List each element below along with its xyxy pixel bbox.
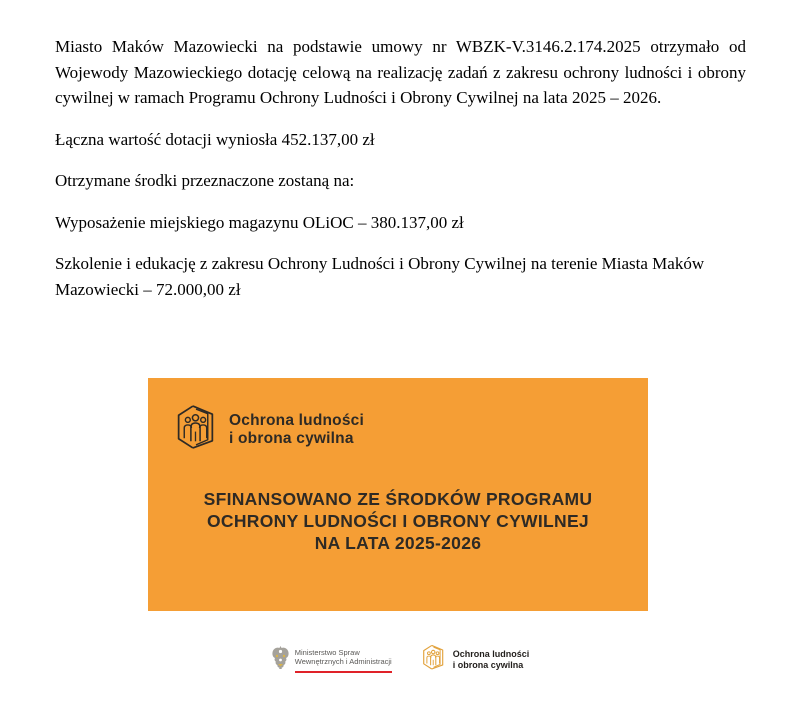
polish-eagle-icon — [271, 645, 290, 675]
footer-logo-text-line2: i obrona cywilna — [452, 660, 524, 670]
logo-text-line2: i obrona cywilna — [229, 430, 354, 447]
ministry-logo — [271, 645, 392, 675]
civil-protection-footer-logo — [422, 644, 530, 676]
funding-statement-line1: SFINANSOWANO ZE ŚRODKÓW PROGRAMU — [203, 489, 593, 509]
funding-statement — [148, 488, 648, 554]
ministry-text-line2: Wewnętrznych i Administracji — [294, 657, 392, 666]
civil-protection-hexagon-icon — [175, 404, 217, 456]
paragraph-total-value: Łączna wartość dotacji wyniosła 452.137,00 zł — [55, 129, 375, 149]
civil-protection-logo — [175, 404, 364, 456]
paragraph-allocation-warehouse: Wyposażenie miejskiego magazynu OLiOC – 380.137,00 zł — [55, 212, 464, 232]
ministry-text-block — [295, 648, 392, 673]
footer-logo-text-line1: Ochrona ludności — [452, 649, 530, 659]
funding-banner — [148, 378, 648, 611]
ministry-red-underline — [295, 671, 392, 673]
civil-protection-footer-text — [453, 649, 530, 671]
document-body — [55, 34, 746, 318]
logo-text-line1: Ochrona ludności — [229, 412, 364, 429]
ministry-text — [295, 648, 392, 667]
funding-statement-line2: OCHRONY LUDNOŚCI I OBRONY CYWILNEJ — [207, 511, 589, 531]
footer-logos — [0, 644, 800, 676]
paragraph-allocation-intro: Otrzymane środki przeznaczone zostaną na: — [55, 171, 355, 190]
civil-protection-hexagon-icon-small — [422, 644, 445, 676]
funding-statement-line3: NA LATA 2025-2026 — [314, 533, 482, 553]
civil-protection-logo-text — [229, 412, 364, 448]
paragraph-allocation-training: Szkolenie i edukację z zakresu Ochrony Ludności i Obrony Cywilnej na terenie Miasta Maków Mazowiecki – 72.000,00 zł — [55, 254, 705, 299]
ministry-text-line1: Ministerstwo Spraw — [294, 647, 360, 657]
paragraph-grant-info: Miasto Maków Mazowiecki na podstawie umowy nr WBZK-V.3146.2.174.2025 otrzymało od Wojewody Mazowieckiego dotację celową na realizację zadań z zakresu ochrony ludności i obrony cywilnej w ramach Programu Ochrony Ludności i Obrony Cywilnej na lata 2025 – 2026. — [55, 37, 746, 107]
